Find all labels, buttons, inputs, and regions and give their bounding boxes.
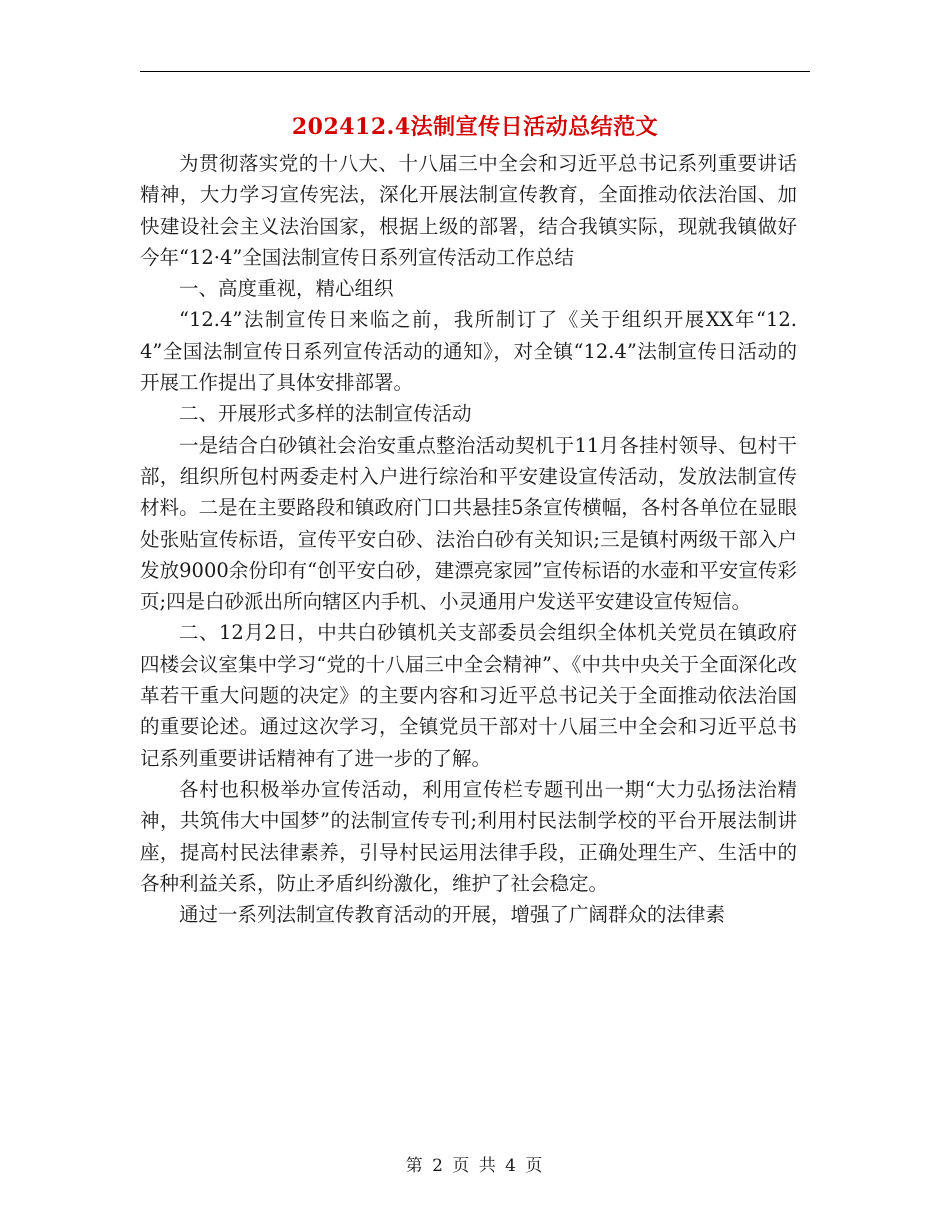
paragraph-activities: 一是结合白砂镇社会治安重点整治活动契机于11月各挂村领导、包村干部，组织所包村两委走村入户进行综治和平安建设宣传活动，发放法制宣传材料。二是在主要路段和镇政府门口共悬挂5条宣传横幅，各村各单位在显眼处张贴宣传标语，宣传平安白砂、法治白砂有关知识;三是镇村两级干部入户发放9000余份印有“创平安白砂，建漂亮家园”宣传标语的水壶和平安宣传彩页;四是白砂派出所向辖区内手机、小灵通用户发送平安建设宣传短信。: [140, 433, 797, 614]
section-heading-2: 二、开展形式多样的法制宣传活动: [179, 402, 472, 426]
document-body: [140, 148, 797, 930]
section-heading-1: 一、高度重视，精心组织: [179, 277, 394, 301]
paragraph-notice: “12.4”法制宣传日来临之前，我所制订了《关于组织开展XX年“12.4”全国法制宣传日系列宣传活动的通知》，对全镇“12.4”法制宣传日活动的开展工作提出了具体安排部署。: [140, 308, 797, 395]
paragraph-village-activities: 各村也积极举办宣传活动，利用宣传栏专题刊出一期“大力弘扬法治精神，共筑伟大中国梦”的法制宣传专刊;利用村民法制学校的平台开展法制讲座，提高村民法律素养，引导村民运用法律手段，正确处理生产、生活中的各种利益关系，防止矛盾纠纷激化，维护了社会稳定。: [140, 777, 797, 895]
paragraph-study-session: 二、12月2日，中共白砂镇机关支部委员会组织全体机关党员在镇政府四楼会议室集中学习“党的十八届三中全会精神”、《中共中央关于全面深化改革若干重大问题的决定》的主要内容和习近平总书记关于全面推动依法治国的重要论述。通过这次学习，全镇党员干部对十八届三中全会和习近平总书记系列重要讲话精神有了进一步的了解。: [140, 621, 797, 770]
paragraph-intro: 为贯彻落实党的十八大、十八届三中全会和习近平总书记系列重要讲话精神，大力学习宣传宪法，深化开展法制宣传教育，全面推动依法治国、加快建设社会主义法治国家，根据上级的部署，结合我镇实际，现就我镇做好今年“12·4”全国法制宣传日系列宣传活动工作总结: [140, 152, 797, 269]
page-number-footer: 第 2 页 共 4 页: [405, 1156, 545, 1176]
paragraph-conclusion: 通过一系列法制宣传教育活动的开展，增强了广阔群众的法律素: [179, 903, 726, 927]
document-title: 202412.4法制宣传日活动总结范文: [291, 114, 659, 140]
header-rule: [140, 71, 810, 72]
